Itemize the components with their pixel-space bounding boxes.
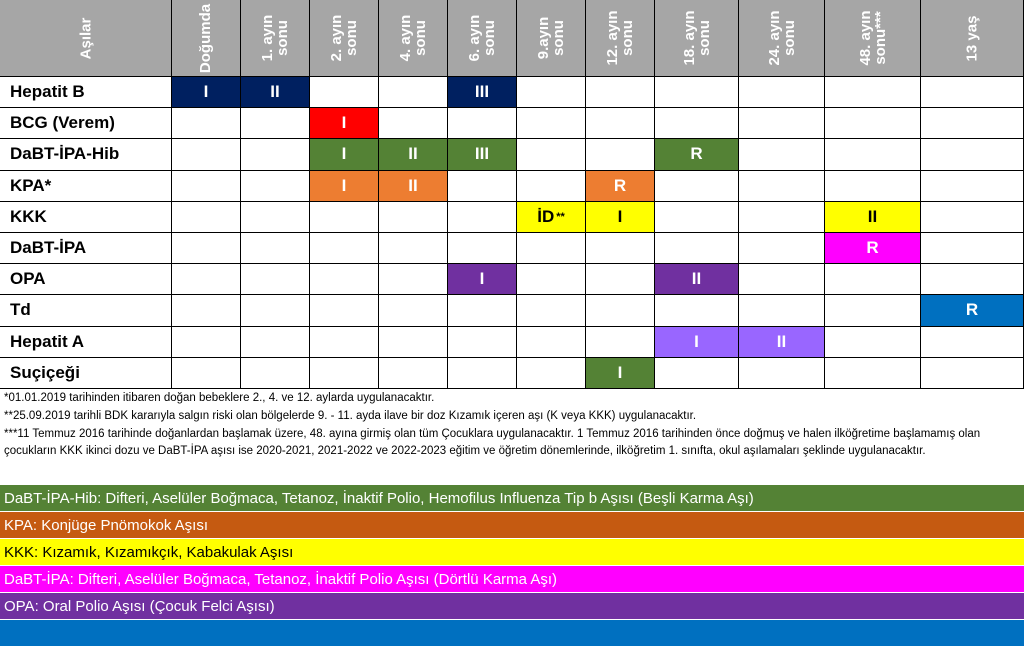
legend-text: DaBT-İPA-Hib: Difteri, Aselüler Boğmaca, Tetanoz, İnaktif Polio, Hemofilus Influenza Tip b Aşısı (Beşli Karma Aşı) <box>4 489 754 507</box>
schedule-cell <box>655 171 739 202</box>
dose-cell <box>172 77 241 108</box>
dose-cell <box>448 139 517 170</box>
dose-cell <box>825 233 921 264</box>
schedule-cell <box>739 171 825 202</box>
vaccine-name: Hepatit A <box>0 327 172 358</box>
header-column-label: 1. ayın sonu <box>259 14 291 62</box>
schedule-cell <box>379 327 448 358</box>
dose-cell <box>310 108 379 139</box>
header-column <box>825 0 921 77</box>
schedule-cell <box>921 77 1024 108</box>
schedule-cell <box>379 264 448 295</box>
header-column-label: Doğumda <box>197 3 215 73</box>
vaccine-name: Td <box>0 295 172 326</box>
schedule-cell <box>921 108 1024 139</box>
legend-text: KPA: Konjüge Pnömokok Aşısı <box>4 516 209 534</box>
legend-item <box>0 566 1024 593</box>
legend-text: DaBT-İPA: Difteri, Aselüler Boğmaca, Tetanoz, İnaktif Polio Aşısı (Dörtlü Karma Aşı) <box>4 570 558 588</box>
schedule-cell <box>379 358 448 389</box>
schedule-cell <box>921 171 1024 202</box>
schedule-cell <box>241 202 310 233</box>
schedule-cell <box>241 139 310 170</box>
schedule-cell <box>241 108 310 139</box>
schedule-cell <box>310 358 379 389</box>
schedule-cell <box>739 202 825 233</box>
schedule-cell <box>379 202 448 233</box>
dose-cell <box>586 171 655 202</box>
dose-label: II <box>867 206 878 226</box>
schedule-cell <box>379 108 448 139</box>
dose-label: II <box>691 269 702 289</box>
vaccine-name: KKK <box>0 202 172 233</box>
legend-item <box>0 593 1024 620</box>
schedule-cell <box>921 327 1024 358</box>
vaccine-name: Suçiçeği <box>0 358 172 389</box>
legend-item <box>0 485 1024 512</box>
schedule-cell <box>825 171 921 202</box>
header-column <box>448 0 517 77</box>
dose-cell <box>655 139 739 170</box>
header-column-label: 24. ayın sonu <box>765 10 798 66</box>
schedule-cell <box>739 77 825 108</box>
schedule-cell <box>379 295 448 326</box>
header-column-label: 48. ayın sonu*** <box>856 10 889 66</box>
dose-cell <box>739 327 825 358</box>
schedule-cell <box>448 358 517 389</box>
schedule-cell <box>739 264 825 295</box>
dose-label: II <box>270 82 280 102</box>
footnote-text: ***11 Temmuz 2016 tarihinde doğanlardan başlamak üzere, 48. ayına girmiş olan tüm Çocuklara uygulanacaktır. 1 Temmuz 2016 tarihinden önce doğmuş ve halen ilköğretime başlamamış olan çocukların KKK ikinci dozu ve DaBT-İPA aşısı ise 2020-2021, 2021-2022 ve 2022-2023 eğitim ve öğretim dönemlerinde, ilköğretim 1. sınıfta, okul aşılamaları şeklinde uygulanacaktır. <box>4 428 981 457</box>
schedule-cell <box>655 108 739 139</box>
schedule-cell <box>172 233 241 264</box>
schedule-cell <box>517 358 586 389</box>
schedule-cell <box>825 108 921 139</box>
dose-label: R <box>866 238 879 258</box>
dose-cell <box>655 327 739 358</box>
dose-label: I <box>341 144 347 164</box>
schedule-cell <box>310 327 379 358</box>
schedule-cell <box>655 233 739 264</box>
header-column-label: 6. ayın sonu <box>466 14 498 62</box>
schedule-cell <box>379 77 448 108</box>
schedule-cell <box>921 202 1024 233</box>
schedule-cell <box>825 295 921 326</box>
schedule-cell <box>448 295 517 326</box>
schedule-cell <box>739 139 825 170</box>
schedule-cell <box>172 171 241 202</box>
schedule-cell <box>310 264 379 295</box>
schedule-cell <box>172 327 241 358</box>
schedule-cell <box>739 295 825 326</box>
schedule-cell <box>517 327 586 358</box>
vaccine-name: DaBT-İPA-Hib <box>0 139 172 170</box>
legend-text: KKK: Kızamık, Kızamıkçık, Kabakulak Aşısı <box>4 543 294 561</box>
schedule-cell <box>921 139 1024 170</box>
header-vaccines <box>0 0 172 77</box>
schedule-cell <box>379 233 448 264</box>
schedule-cell <box>241 264 310 295</box>
schedule-cell <box>241 295 310 326</box>
dose-label: İD <box>537 206 555 226</box>
schedule-cell <box>172 202 241 233</box>
dose-cell <box>921 295 1024 326</box>
schedule-cell <box>172 358 241 389</box>
schedule-cell <box>448 233 517 264</box>
schedule-cell <box>172 108 241 139</box>
header-column <box>172 0 241 77</box>
schedule-cell <box>825 139 921 170</box>
footnote-text: *01.01.2019 tarihinden itibaren doğan bebeklere 2., 4. ve 12. aylarda uygulanacaktır. <box>4 392 435 404</box>
schedule-cell <box>655 77 739 108</box>
dose-cell <box>825 202 921 233</box>
schedule-cell <box>310 202 379 233</box>
schedule-cell <box>586 77 655 108</box>
dose-cell <box>448 264 517 295</box>
dose-label: II <box>776 331 787 351</box>
schedule-cell <box>517 233 586 264</box>
schedule-cell <box>448 108 517 139</box>
schedule-cell <box>586 295 655 326</box>
dose-cell <box>310 139 379 170</box>
dose-cell <box>379 139 448 170</box>
dose-label: I <box>617 362 623 382</box>
vaccine-name: BCG (Verem) <box>0 108 172 139</box>
dose-cell <box>517 202 586 233</box>
schedule-cell <box>310 233 379 264</box>
header-column-label: 2. ayın sonu <box>328 14 360 62</box>
dose-label: R <box>690 144 703 164</box>
schedule-cell <box>448 202 517 233</box>
dose-label: R <box>965 300 979 320</box>
dose-cell <box>310 171 379 202</box>
schedule-cell <box>921 264 1024 295</box>
header-label: Aşılar <box>76 17 94 59</box>
header-column <box>517 0 586 77</box>
schedule-cell <box>825 358 921 389</box>
header-column <box>241 0 310 77</box>
dose-label: R <box>613 175 627 195</box>
schedule-cell <box>241 171 310 202</box>
dose-cell <box>586 202 655 233</box>
schedule-cell <box>310 77 379 108</box>
dose-footnote-mark: ** <box>556 210 565 223</box>
dose-label: I <box>694 331 699 351</box>
schedule-cell <box>921 358 1024 389</box>
dose-label: I <box>203 82 209 102</box>
schedule-cell <box>172 295 241 326</box>
schedule-cell <box>517 139 586 170</box>
schedule-cell <box>241 233 310 264</box>
header-column-label: 18. ayın sonu <box>680 10 713 66</box>
schedule-cell <box>172 264 241 295</box>
schedule-cell <box>825 327 921 358</box>
dose-label: I <box>617 206 623 226</box>
footnote-text: **25.09.2019 tarihli BDK kararıyla salgın riski olan bölgelerde 9. - 11. ayda ilave bir doz Kızamık içeren aşı (K veya KKK) uygulanacaktır. <box>4 410 697 422</box>
dose-label: I <box>341 175 347 195</box>
schedule-cell <box>586 264 655 295</box>
schedule-cell <box>517 295 586 326</box>
vaccine-name: KPA* <box>0 171 172 202</box>
vaccine-name: DaBT-İPA <box>0 233 172 264</box>
dose-cell <box>448 77 517 108</box>
schedule-cell <box>586 233 655 264</box>
vaccine-name: Hepatit B <box>0 77 172 108</box>
schedule-cell <box>655 295 739 326</box>
header-column <box>655 0 739 77</box>
schedule-cell <box>586 327 655 358</box>
schedule-cell <box>921 233 1024 264</box>
dose-label: III <box>474 144 490 164</box>
header-column <box>379 0 448 77</box>
schedule-cell <box>825 264 921 295</box>
header-column-label: 13 yaş <box>963 15 981 61</box>
schedule-cell <box>739 108 825 139</box>
header-column-label: 12. ayın sonu <box>604 10 636 66</box>
dose-cell <box>241 77 310 108</box>
schedule-cell <box>517 171 586 202</box>
schedule-cell <box>825 77 921 108</box>
dose-cell <box>655 264 739 295</box>
dose-label: I <box>341 113 347 133</box>
schedule-cell <box>739 233 825 264</box>
header-column <box>310 0 379 77</box>
dose-cell <box>586 358 655 389</box>
schedule-cell <box>448 171 517 202</box>
schedule-cell <box>517 264 586 295</box>
dose-label: II <box>408 175 418 195</box>
dose-label: II <box>408 144 418 164</box>
dose-cell <box>379 171 448 202</box>
schedule-cell <box>310 295 379 326</box>
header-column-label: 4. ayın sonu <box>397 14 429 62</box>
schedule-cell <box>241 327 310 358</box>
legend-item <box>0 620 1024 647</box>
schedule-cell <box>739 358 825 389</box>
header-column <box>921 0 1024 77</box>
schedule-cell <box>517 108 586 139</box>
schedule-cell <box>655 358 739 389</box>
header-column <box>739 0 825 77</box>
schedule-cell <box>241 358 310 389</box>
schedule-cell <box>517 77 586 108</box>
dose-label: III <box>474 82 490 102</box>
schedule-cell <box>448 327 517 358</box>
header-column <box>586 0 655 77</box>
dose-label: I <box>479 269 485 289</box>
legend-text: OPA: Oral Polio Aşısı (Çocuk Felci Aşısı) <box>4 597 275 615</box>
schedule-cell <box>586 108 655 139</box>
legend-item <box>0 512 1024 539</box>
schedule-cell <box>655 202 739 233</box>
legend-item <box>0 539 1024 566</box>
schedule-cell <box>172 139 241 170</box>
vaccine-name: OPA <box>0 264 172 295</box>
header-column-label: 9.ayın sonu <box>535 16 567 60</box>
schedule-cell <box>586 139 655 170</box>
